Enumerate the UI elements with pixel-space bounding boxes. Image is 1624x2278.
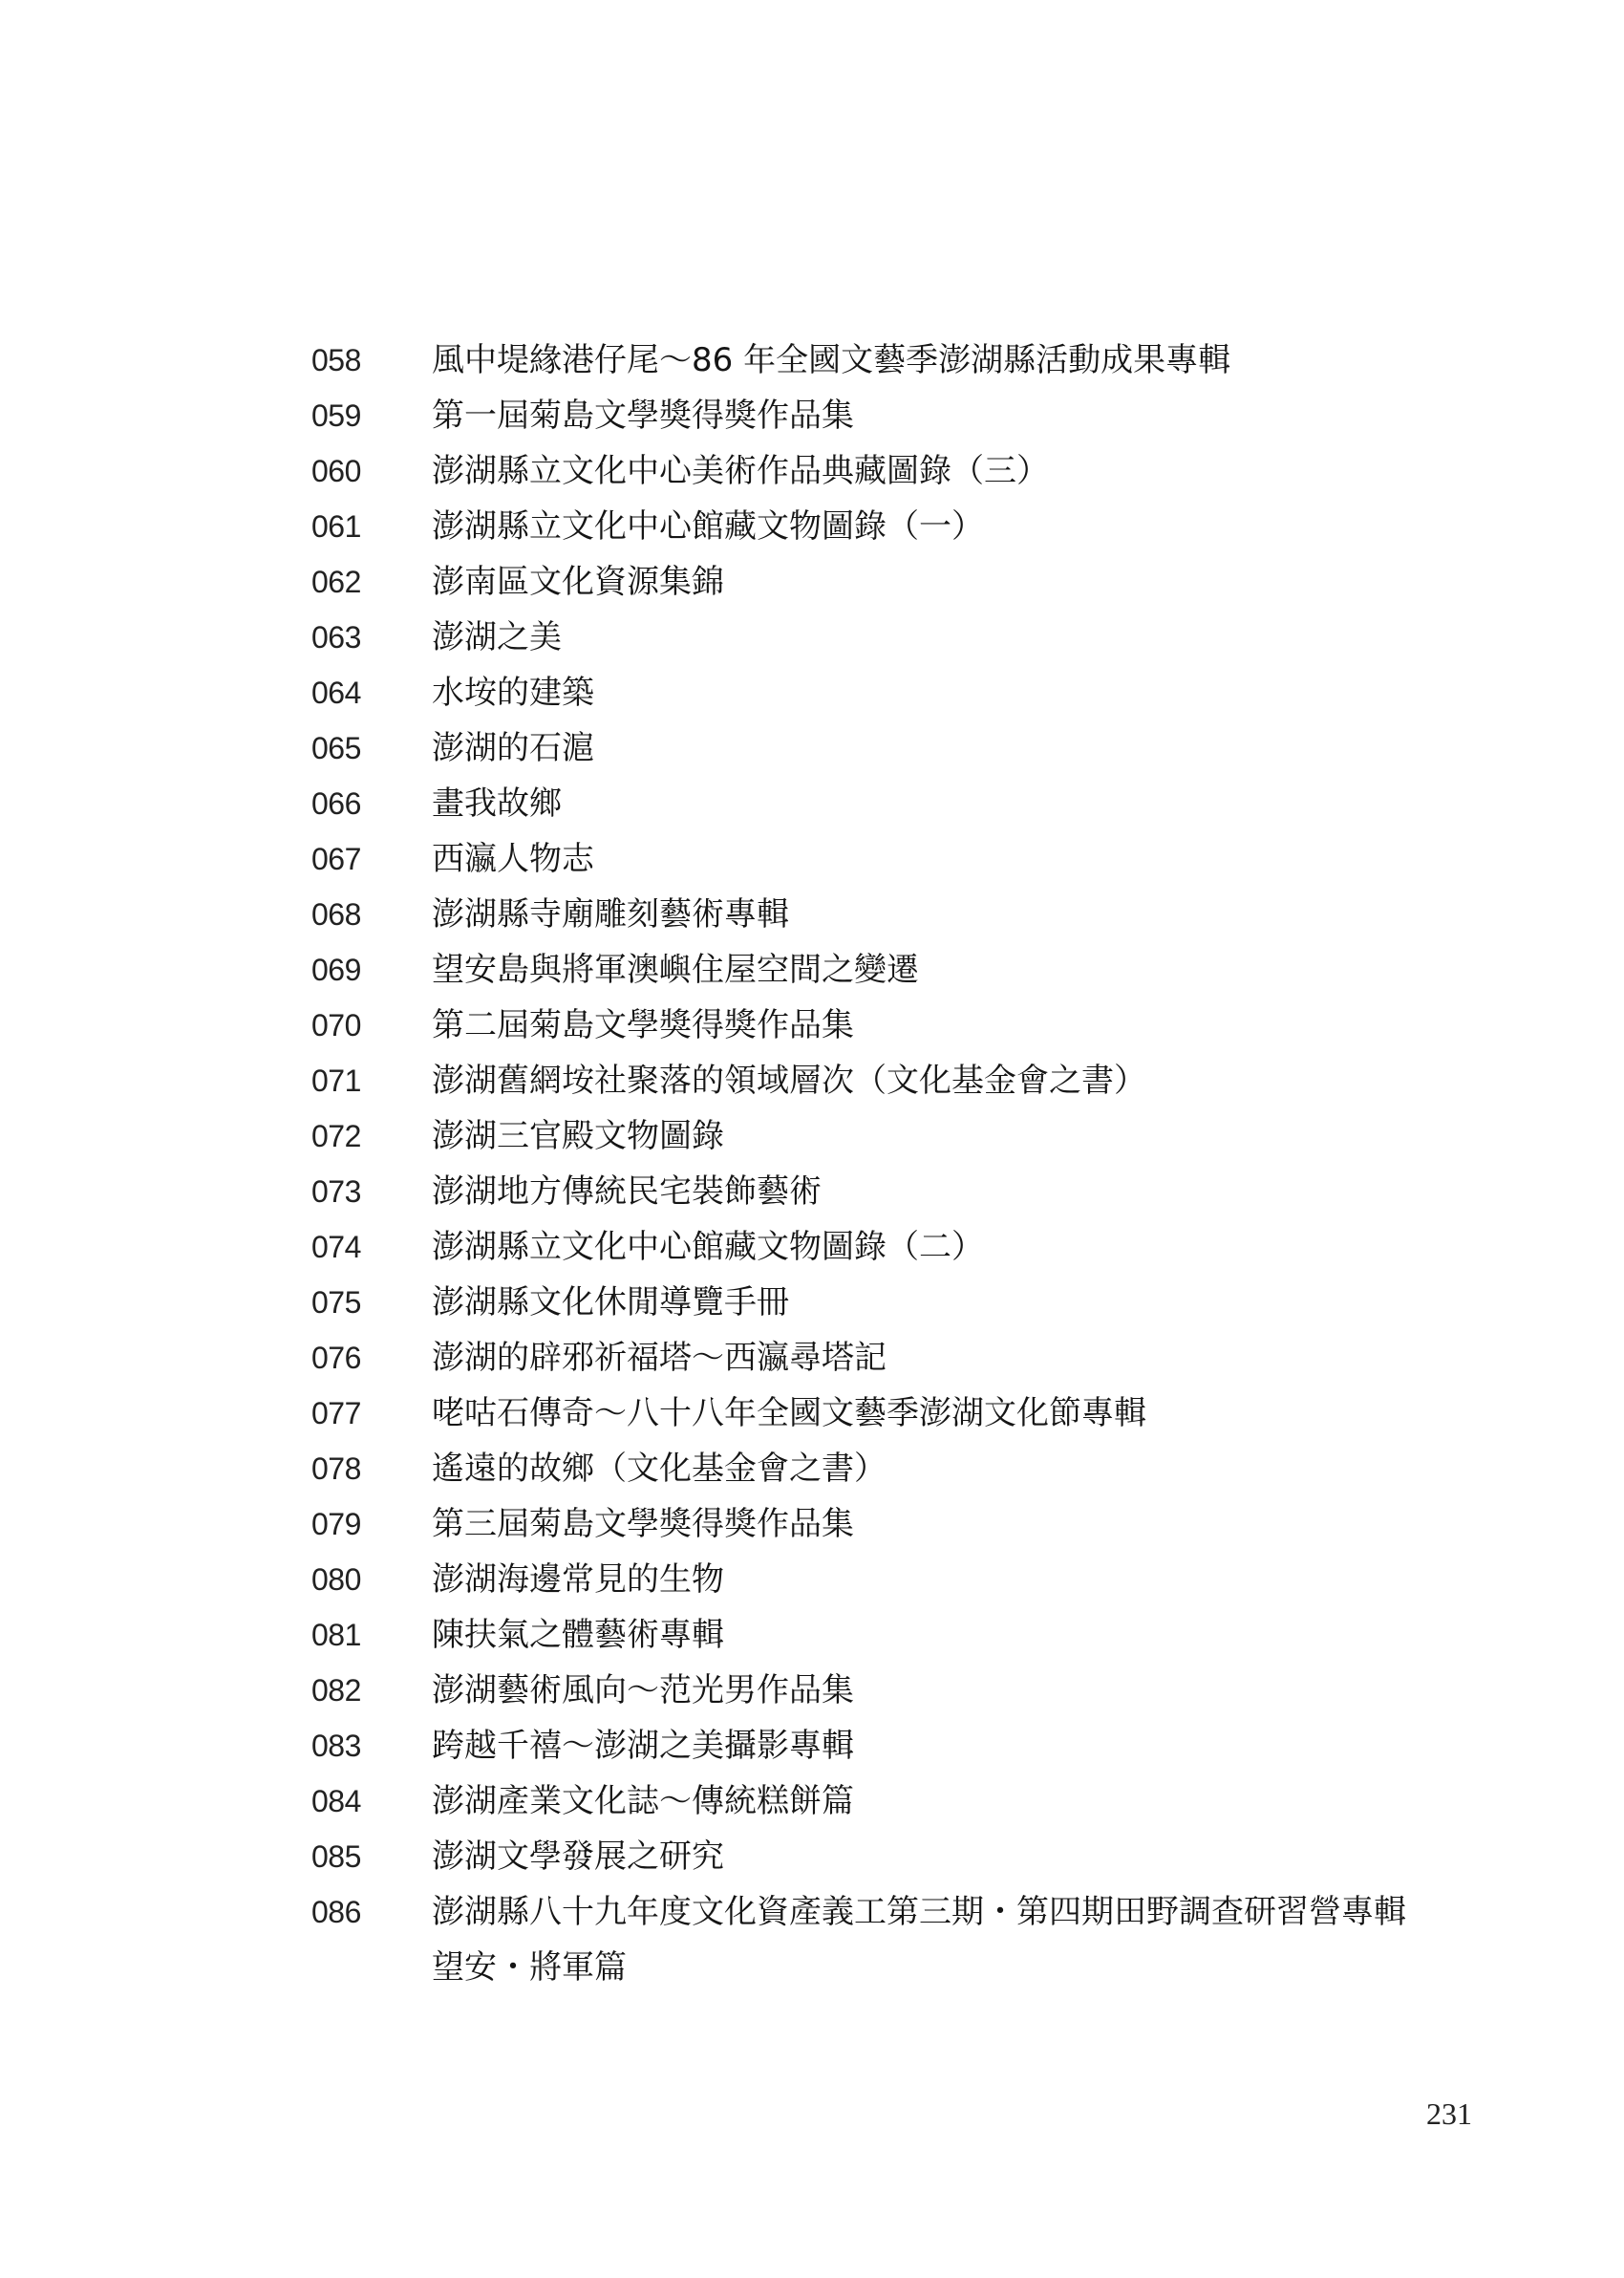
entry-number: 078 [311,1451,361,1486]
list-item [0,1441,1624,1496]
entry-title: 澎湖縣立文化中心館藏文物圖錄（一） [432,507,984,546]
entry-number: 084 [311,1784,361,1818]
entry-number: 059 [311,398,361,433]
list-item [0,388,1624,443]
entry-number: 070 [311,1008,361,1042]
entry-number: 072 [311,1119,361,1153]
entry-title: 望安島與將軍澳嶼住屋空間之變遷 [432,951,919,989]
entry-number: 058 [311,343,361,377]
entry-number: 082 [311,1673,361,1708]
entry-number: 068 [311,897,361,932]
entry-number: 063 [311,620,361,655]
list-item [0,1663,1624,1718]
entry-number: 085 [311,1839,361,1874]
entry-title-continued: 望安・將軍篇 [432,1948,627,1987]
list-item [0,1718,1624,1773]
entry-title: 遙遠的故鄉（文化基金會之書） [432,1450,887,1488]
publication-list [0,333,1624,1995]
entry-title: 澎湖的石滬 [432,729,594,767]
entry-title: 澎湖縣文化休閒導覽手冊 [432,1283,789,1322]
entry-title: 澎湖縣立文化中心美術作品典藏圖錄（三） [432,452,1049,490]
entry-number: 079 [311,1507,361,1541]
list-item [0,1330,1624,1386]
list-item-continuation [0,1940,1624,1995]
list-item [0,831,1624,887]
entry-number: 069 [311,953,361,987]
list-item [0,333,1624,388]
entry-title: 水垵的建築 [432,674,594,712]
entry-title: 澎湖地方傳統民宅裝飾藝術 [432,1172,822,1211]
list-item [0,998,1624,1053]
list-item [0,1275,1624,1330]
entry-title: 澎湖舊網垵社聚落的領域層次（文化基金會之書） [432,1062,1146,1100]
list-item [0,1829,1624,1884]
list-item [0,1108,1624,1164]
list-item [0,1164,1624,1219]
entry-number: 060 [311,454,361,488]
entry-title: 澎湖藝術風向～范光男作品集 [432,1671,854,1709]
entry-number: 081 [311,1618,361,1652]
entry-number: 061 [311,509,361,544]
entry-title: 第二屆菊島文學獎得獎作品集 [432,1006,854,1044]
entry-number: 083 [311,1729,361,1763]
list-item [0,499,1624,554]
entry-title: 澎湖三官殿文物圖錄 [432,1117,724,1155]
list-item [0,665,1624,720]
entry-number: 073 [311,1174,361,1209]
list-item [0,1386,1624,1441]
entry-title: 澎湖文學發展之研究 [432,1837,724,1876]
list-item [0,610,1624,665]
entry-title: 第一屆菊島文學獎得獎作品集 [432,397,854,435]
entry-number: 075 [311,1285,361,1320]
entry-title: 畫我故鄉 [432,784,562,823]
entry-number: 065 [311,731,361,765]
entry-title: 澎湖縣八十九年度文化資產義工第三期・第四期田野調查研習營專輯 [432,1893,1406,1931]
entry-title: 澎湖海邊常見的生物 [432,1560,724,1599]
entry-title: 咾咕石傳奇～八十八年全國文藝季澎湖文化節專輯 [432,1394,1146,1432]
entry-number: 071 [311,1064,361,1098]
entry-title: 澎湖之美 [432,618,562,656]
list-item [0,1773,1624,1829]
entry-title: 澎南區文化資源集錦 [432,563,724,601]
entry-number: 064 [311,676,361,710]
entry-number: 080 [311,1562,361,1597]
list-item [0,776,1624,831]
list-item [0,1053,1624,1108]
list-item [0,443,1624,499]
list-item [0,942,1624,998]
list-item [0,720,1624,776]
entry-title: 跨越千禧～澎湖之美攝影專輯 [432,1727,854,1765]
list-item [0,554,1624,610]
entry-title: 風中堤緣港仔尾～86 年全國文藝季澎湖縣活動成果專輯 [432,341,1231,379]
entry-title: 陳扶氣之體藝術專輯 [432,1616,724,1654]
entry-title: 第三屆菊島文學獎得獎作品集 [432,1505,854,1543]
list-item [0,1552,1624,1607]
entry-title: 澎湖縣寺廟雕刻藝術專輯 [432,895,789,934]
entry-number: 066 [311,786,361,821]
list-item [0,1607,1624,1663]
entry-number: 074 [311,1230,361,1264]
list-item [0,1219,1624,1275]
entry-title: 澎湖縣立文化中心館藏文物圖錄（二） [432,1228,984,1266]
entry-number: 086 [311,1895,361,1929]
page-number: 231 [1426,2096,1472,2131]
entry-number: 077 [311,1396,361,1430]
entry-title: 澎湖產業文化誌～傳統糕餅篇 [432,1782,854,1820]
entry-number: 067 [311,842,361,876]
list-item [0,1884,1624,1940]
entry-number: 076 [311,1341,361,1375]
entry-title: 澎湖的辟邪祈福塔～西瀛尋塔記 [432,1339,887,1377]
entry-title: 西瀛人物志 [432,840,594,878]
list-item [0,1496,1624,1552]
list-item [0,887,1624,942]
entry-number: 062 [311,565,361,599]
